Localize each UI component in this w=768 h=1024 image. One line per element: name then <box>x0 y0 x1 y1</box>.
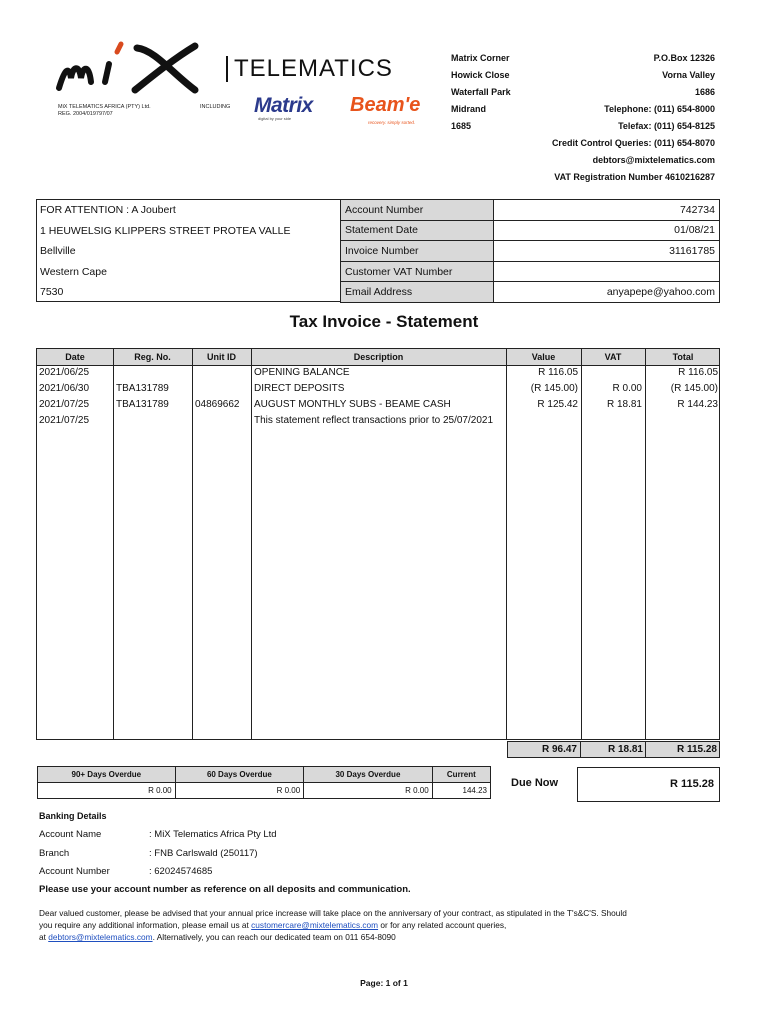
company-legal-text: MiX TELEMATICS AFRICA (PTY) Ltd. REG. 2004/019797/07 <box>58 104 151 117</box>
invoice-number: 31161785 <box>494 241 720 262</box>
table-row-date: 2021/06/25 <box>39 367 90 378</box>
attention-block <box>36 199 341 302</box>
debtors-email-link[interactable]: debtors@mixtelematics.com <box>48 932 153 942</box>
including-label: INCLUDING <box>200 104 231 110</box>
page-number: Page: 1 of 1 <box>360 978 408 988</box>
account-row: Statement Date 01/08/21 <box>341 220 720 241</box>
table-row-total: (R 145.00) <box>670 383 718 394</box>
table-row-value: R 116.05 <box>538 367 578 378</box>
transactions-table <box>36 348 720 740</box>
account-row: Email Address anyapepe@yahoo.com <box>341 282 720 303</box>
attention-line: Western Cape <box>40 265 107 278</box>
attention-line: Bellville <box>40 245 76 258</box>
account-number: 742734 <box>494 200 720 221</box>
table-header: Date Reg. No. Unit ID Description Value VAT Total <box>37 349 719 366</box>
beame-tagline: recovery. simply sorted. <box>368 120 416 125</box>
mix-logo <box>55 38 205 96</box>
banking-row: Account Number : 62024574685 <box>39 866 213 877</box>
address-left: Matrix Corner Howick Close Waterfall Park Midrand 1685 <box>451 53 511 131</box>
account-details-table <box>340 199 720 303</box>
table-row-date: 2021/07/25 <box>39 399 90 410</box>
table-row-description: DIRECT DEPOSITS <box>254 383 345 394</box>
customercare-email-link[interactable]: customercare@mixtelematics.com <box>251 920 379 930</box>
table-row-value: R 125.42 <box>537 399 578 410</box>
attention-line: 1 HEUWELSIG KLIPPERS STREET PROTEA VALLE <box>40 224 291 237</box>
table-row-description: AUGUST MONTHLY SUBS - BEAME CASH <box>254 399 451 410</box>
matrix-tagline: digital by your side <box>258 116 292 121</box>
reference-note: Please use your account number as reference on all deposits and communication. <box>39 884 411 895</box>
table-row-vat: R 0.00 <box>612 383 642 394</box>
due-now-amount: R 115.28 <box>577 767 720 802</box>
table-row-total: R 144.23 <box>677 399 718 410</box>
account-row: Customer VAT Number <box>341 261 720 282</box>
price-increase-notice: Dear valued customer, please be advised that your annual price increase will take place on the anniversary of your contract, as stipulated in the T's&C'S. Should you require any additional information, please email us at customercare@mixtelematics.com or for any related account queries, at debtors@mixtelematics.com. Alternatively, you can reach our dedicated team on 011 654-8090 <box>39 908 627 942</box>
matrix-logo: Matrix <box>254 94 313 117</box>
table-row-vat: R 18.81 <box>606 399 642 410</box>
address-right: P.O.Box 12326 Vorna Valley 1686 Telephone: (011) 654-8000 Telefax: (011) 654-8125 Credit Control Queries: (011) 654-8070 debtors@mixtelematics.com VAT Registration Number 4610216287 <box>551 53 715 182</box>
totals-row <box>507 741 720 758</box>
table-row-total: R 116.05 <box>678 367 718 378</box>
account-row: Account Number 742734 <box>341 200 720 221</box>
aging-values: R 0.00 R 0.00 R 0.00 144.23 <box>38 783 491 799</box>
page-title: Tax Invoice - Statement <box>289 312 479 331</box>
account-row: Invoice Number 31161785 <box>341 241 720 262</box>
attention-line: FOR ATTENTION : A Joubert <box>40 204 176 216</box>
customer-vat-number <box>494 261 720 282</box>
banking-row: Account Name : MiX Telematics Africa Pty Ltd <box>39 829 277 840</box>
due-now-label: Due Now <box>511 777 559 789</box>
table-row-value: (R 145.00) <box>530 383 578 394</box>
email-address: anyapepe@yahoo.com <box>494 282 720 303</box>
total-vat: R 18.81 <box>607 744 643 755</box>
total-value: R 96.47 <box>541 744 577 755</box>
aging-table <box>37 766 491 799</box>
attention-line: 7530 <box>40 286 64 299</box>
table-row-date: 2021/06/30 <box>39 383 90 394</box>
table-row-unit: 04869662 <box>195 399 240 410</box>
statement-date: 01/08/21 <box>494 220 720 241</box>
banking-row: Branch : FNB Carlswald (250117) <box>39 848 258 859</box>
table-row-date: 2021/07/25 <box>39 415 90 426</box>
table-row-description: This statement reflect transactions prior to 25/07/2021 <box>254 415 494 426</box>
banking-title: Banking Details <box>39 811 107 821</box>
table-row-description: OPENING BALANCE <box>254 367 350 378</box>
table-row-reg: TBA131789 <box>116 383 169 394</box>
total-amount: R 115.28 <box>676 744 717 755</box>
beame-logo: Beam'e <box>350 94 421 116</box>
table-row-reg: TBA131789 <box>116 399 169 410</box>
aging-header: 90+ Days Overdue 60 Days Overdue 30 Days Overdue Current <box>38 767 491 783</box>
telematics-brand: TELEMATICS <box>226 56 393 82</box>
